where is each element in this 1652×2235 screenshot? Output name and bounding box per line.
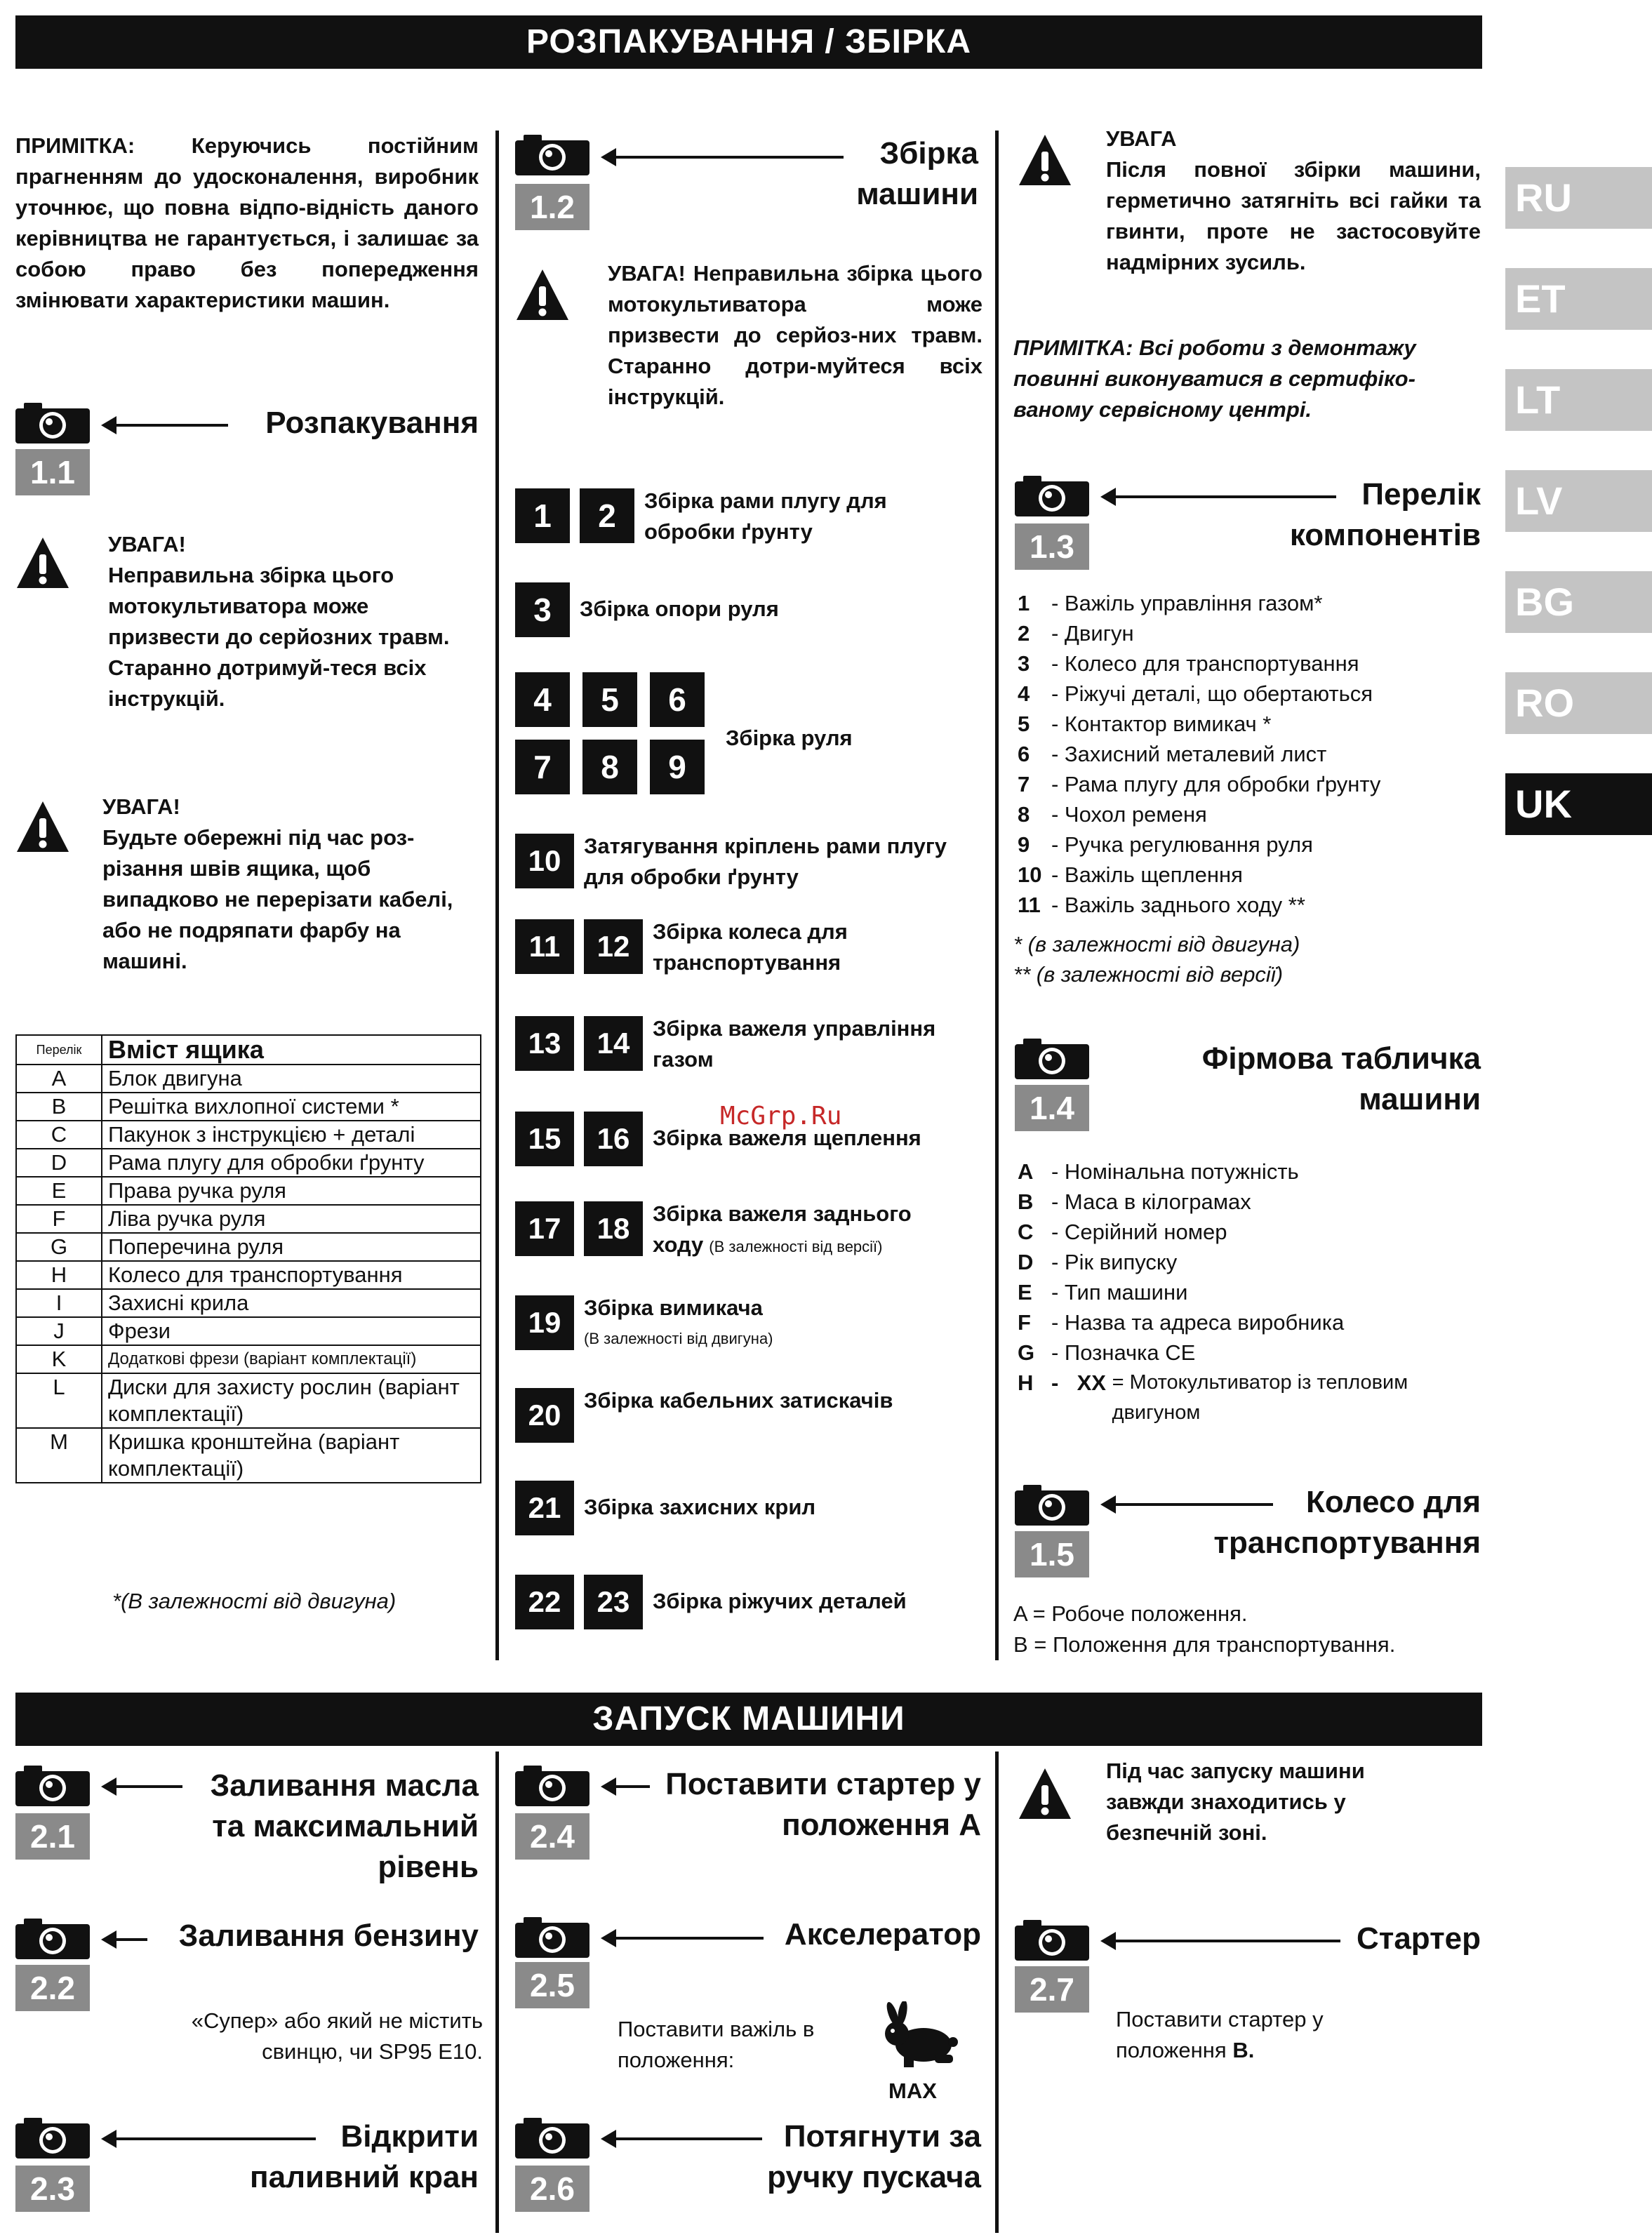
component-item (1018, 648, 1380, 679)
figure-badge-1-1: 1.1 (15, 449, 90, 495)
plate-item-text: - Маса в кілограмах (1051, 1189, 1251, 1214)
camera-icon (515, 1916, 589, 1958)
table-cell-value: Поперечина руля (102, 1233, 481, 1261)
plate-item (1018, 1217, 1344, 1247)
improvement-note: ПРИМІТКА: Керуючись постійним прагненням до удосконалення, виробник уточнює, що повна відпо-відність даного керівництва не гарантується, і залишає за собою право без попередження змінювати характеристики машин. (15, 133, 479, 312)
figure-badge-2-7: 2.7 (1015, 1966, 1089, 2013)
table-cell-value: Додаткові фрези (варіант комплектації) (102, 1345, 481, 1373)
plate-key: H (1018, 1370, 1034, 1395)
step-number: 15 (515, 1112, 574, 1166)
step-number: 13 (515, 1016, 574, 1071)
column-divider (995, 131, 999, 1660)
plate-item-key: E (1018, 1280, 1032, 1305)
table-cell-key: B (16, 1093, 102, 1121)
step-number: 3 (515, 582, 570, 637)
plate-item (1018, 1337, 1344, 1368)
step-number: 2 (580, 488, 634, 543)
figure-badge-2-4: 2.4 (515, 1813, 589, 1860)
step-label-text: Збірка важеля управління газом (653, 1016, 936, 1072)
starter-note (1116, 2004, 1411, 2066)
component-item (1018, 799, 1380, 829)
step-label-text: Збірка руля (726, 726, 853, 750)
warning-icon (1018, 1767, 1072, 1822)
table-header-cell: Перелік (16, 1035, 102, 1065)
table-cell-key: J (16, 1317, 102, 1345)
table-header-row (16, 1035, 481, 1065)
component-item-text: - Захисний металевий лист (1051, 742, 1327, 766)
table-cell-key: L (16, 1373, 102, 1428)
column-divider (495, 131, 499, 1660)
wheel-positions (1013, 1599, 1395, 1660)
component-item-key: 11 (1018, 893, 1041, 917)
table-row (16, 1289, 481, 1317)
table-row (16, 1317, 481, 1345)
warning-2 (102, 792, 481, 977)
table-cell-value: Блок двигуна (102, 1065, 481, 1093)
step-label (653, 1013, 982, 1075)
step-label-text: Збірка вимикача (584, 1295, 763, 1320)
table-cell-key: F (16, 1205, 102, 1233)
warning-icon (15, 536, 70, 591)
section-title-1-1: Розпакування (265, 406, 479, 440)
starter-note-text: Поставити стартер у положення (1116, 2007, 1324, 2062)
section-title-1-3: Перелік компонентів (1289, 477, 1481, 552)
component-item (1018, 679, 1380, 709)
warning-text: Неправильна збірка цього мотокультиватора може призвести до серйозних травм. Старанно дотримуй-теся всіх інструкцій. (108, 563, 450, 711)
camera-icon (515, 133, 589, 175)
component-item-text: - Двигун (1051, 621, 1134, 646)
arrow-icon (612, 1785, 650, 1788)
step-label (653, 916, 982, 978)
warning-tighten (1106, 124, 1481, 278)
section-title-2-7: Стартер (1357, 1921, 1481, 1956)
component-item-key: 2 (1018, 621, 1030, 646)
accelerator-note: Поставити важіль в положення: (618, 2017, 815, 2072)
warning-text: Після повної збірки машини, герметично затягніть всі гайки та гвинти, проте не застосовуйте надмірних зусиль. (1106, 157, 1481, 274)
step-number: 18 (584, 1201, 643, 1256)
step-label (584, 1293, 982, 1354)
language-tab-ro[interactable]: RO (1505, 672, 1652, 734)
section-title-2-4: Поставити стартер у положення А (665, 1767, 981, 1842)
step-number: 8 (582, 740, 637, 794)
arrow-icon (112, 1938, 147, 1941)
step-label (644, 486, 982, 547)
step-number: 12 (584, 919, 643, 974)
step-label-text: Збірка кабельних затискачів (584, 1388, 893, 1413)
table-cell-value: Фрези (102, 1317, 481, 1345)
step-label-text: Збірка колеса для транспортування (653, 919, 848, 975)
table-cell-key: M (16, 1428, 102, 1483)
table-cell-value: Рама плугу для обробки ґрунту (102, 1149, 481, 1177)
step-label-text: Збірка важеля щеплення (653, 1126, 921, 1150)
table-row (16, 1205, 481, 1233)
figure-badge-2-3: 2.3 (15, 2166, 90, 2212)
step-label (653, 1199, 982, 1262)
table-cell-key: K (16, 1345, 102, 1373)
plate-item (1018, 1187, 1344, 1217)
table-row (16, 1428, 481, 1483)
components-list (1018, 588, 1380, 920)
camera-icon (1015, 474, 1089, 516)
warning-safe-zone: Під час запуску машини завжди знаходитись у безпечній зоні. (1106, 1759, 1365, 1845)
table-cell-value: Решітка вихлопної системи * (102, 1093, 481, 1121)
plate-item-text: - Номінальна потужність (1051, 1159, 1299, 1184)
table-cell-key: E (16, 1177, 102, 1205)
component-item-text: - Контактор вимикач * (1051, 712, 1272, 736)
component-item-key: 10 (1018, 862, 1042, 887)
table-row (16, 1093, 481, 1121)
rabbit-icon (877, 2001, 961, 2071)
table-cell-key: I (16, 1289, 102, 1317)
plate-item-key: G (1018, 1340, 1035, 1365)
plate-h-text: = Мотокультиватор із тепловим двигуном (1112, 1371, 1408, 1424)
step-label (726, 723, 982, 754)
step-number: 1 (515, 488, 570, 543)
plate-item-key: C (1018, 1220, 1034, 1244)
table-row (16, 1373, 481, 1428)
step-label-text: Збірка ріжучих деталей (653, 1589, 907, 1613)
component-item-key: 1 (1018, 591, 1030, 615)
components-note: * (в залежності від двигуна) (1013, 932, 1300, 956)
component-item-key: 4 (1018, 681, 1030, 706)
component-item-text: - Рама плугу для обробки ґрунту (1051, 772, 1381, 796)
language-tab-ru[interactable]: RU (1505, 167, 1652, 229)
table-cell-key: G (16, 1233, 102, 1261)
table-cell-value: Ліва ручка руля (102, 1205, 481, 1233)
figure-badge-1-2: 1.2 (515, 184, 589, 230)
table-footnote: *(В залежності від двигуна) (112, 1589, 397, 1613)
warning-title: УВАГА (1106, 126, 1177, 151)
warning-text: Будьте обережні під час роз-різання швів ящика, щоб випадково не перерізати кабелі, або не подряпати фарбу на машині. (102, 825, 453, 973)
figure-badge-2-1: 2.1 (15, 1813, 90, 1860)
step-number: 14 (584, 1016, 643, 1071)
table-cell-value: Захисні крила (102, 1289, 481, 1317)
box-contents-table (15, 1034, 481, 1483)
step-note: (В залежності від версії) (709, 1238, 883, 1255)
component-item-key: 7 (1018, 772, 1030, 796)
step-number: 20 (515, 1388, 574, 1443)
components-notes (1013, 929, 1300, 989)
language-tab-uk[interactable]: UK (1505, 773, 1652, 835)
warning-title: УВАГА! (102, 794, 180, 819)
step-label-text: Затягування кріплень рами плугу для обробки ґрунту (584, 834, 947, 889)
step-number: 22 (515, 1575, 574, 1629)
language-tab-bg[interactable]: BG (1505, 571, 1652, 633)
camera-icon (1015, 1483, 1089, 1526)
component-item-key: 3 (1018, 651, 1030, 676)
plate-dash: - (1051, 1370, 1059, 1395)
warning-title: УВАГА! (108, 532, 186, 556)
step-number: 5 (582, 672, 637, 727)
step-number: 23 (584, 1575, 643, 1629)
arrow-icon (1112, 1940, 1340, 1942)
plate-item (1018, 1156, 1344, 1187)
warning-icon (515, 268, 570, 323)
step-number: 21 (515, 1481, 574, 1535)
table-header-cell: Вміст ящика (102, 1035, 481, 1065)
step-number: 19 (515, 1295, 574, 1350)
warning-assembly: УВАГА! Неправильна збірка цього мотокультиватора може призвести до серйоз-них травм. Старанно дотри-муйтеся всіх інструкцій. (608, 261, 982, 409)
step-label-text: Збірка рами плугу для обробки ґрунту (644, 488, 887, 544)
warning-1 (108, 529, 473, 714)
arrow-icon (112, 1785, 182, 1788)
arrow-icon (112, 424, 228, 427)
language-tab-lt[interactable]: LT (1505, 369, 1652, 431)
plate-item-text: - Рік випуску (1051, 1250, 1178, 1274)
table-cell-key: D (16, 1149, 102, 1177)
table-row (16, 1345, 481, 1373)
section-banner-unpacking: РОЗПАКУВАННЯ / ЗБІРКА (15, 15, 1482, 69)
warning-icon (1018, 133, 1072, 188)
figure-badge-2-6: 2.6 (515, 2166, 589, 2212)
step-number: 6 (650, 672, 705, 727)
step-number: 11 (515, 919, 574, 974)
plate-item-key: D (1018, 1250, 1034, 1274)
position-a: A = Робоче положення. (1013, 1601, 1248, 1626)
components-note: ** (в залежності від версії) (1013, 962, 1284, 987)
figure-badge-2-5: 2.5 (515, 1962, 589, 2008)
max-label: MAX (888, 2079, 937, 2103)
column-divider (495, 1752, 499, 2233)
section-title-2-5: Акселератор (784, 1917, 981, 1952)
section-title-2-6: Потягнути за ручку пускача (767, 2119, 981, 2194)
plate-xx: XX (1077, 1370, 1106, 1395)
language-tab-lv[interactable]: LV (1505, 470, 1652, 532)
step-label (584, 831, 982, 893)
plate-item-key: B (1018, 1189, 1034, 1214)
step-label-text: Збірка захисних крил (584, 1495, 816, 1519)
arrow-icon (612, 1937, 764, 1940)
warning-icon (15, 800, 70, 855)
column-divider (995, 1752, 999, 2233)
step-number: 17 (515, 1201, 574, 1256)
table-cell-value: Кришка кронштейна (варіант комплектації) (102, 1428, 481, 1483)
section-title-2-1: Заливання масла та максимальний рівень (210, 1768, 479, 1884)
language-tab-et[interactable]: ET (1505, 268, 1652, 330)
step-label-text: Збірка важеля заднього ходу (653, 1201, 912, 1257)
component-item (1018, 739, 1380, 769)
table-cell-value: Пакунок з інструкцією + деталі (102, 1121, 481, 1149)
plate-item (1018, 1277, 1344, 1307)
figure-badge-1-4: 1.4 (1015, 1085, 1089, 1131)
component-item-key: 6 (1018, 742, 1030, 766)
component-item-text: - Важіль управління газом* (1051, 591, 1323, 615)
camera-icon (515, 1764, 589, 1806)
table-row (16, 1233, 481, 1261)
plate-item (1018, 1307, 1344, 1337)
plate-item (1018, 1247, 1344, 1277)
starter-position: B. (1232, 2038, 1255, 2062)
step-label (580, 594, 982, 625)
component-item (1018, 709, 1380, 739)
watermark: McGrp.Ru (720, 1102, 842, 1130)
component-item-text: - Ручка регулювання руля (1051, 832, 1313, 857)
component-item (1018, 829, 1380, 860)
plate-item-text: - Тип машини (1051, 1280, 1188, 1305)
table-cell-key: C (16, 1121, 102, 1149)
component-item-key: 9 (1018, 832, 1030, 857)
plate-item-text: - Серійний номер (1051, 1220, 1227, 1244)
plate-item-text: - Позначка CE (1051, 1340, 1196, 1365)
camera-icon (1015, 1037, 1089, 1079)
section-title-2-3: Відкрити паливний кран (250, 2119, 479, 2194)
figure-badge-1-5: 1.5 (1015, 1531, 1089, 1577)
position-b: B = Положення для транспортування. (1013, 1632, 1396, 1657)
section-banner-start: ЗАПУСК МАШИНИ (15, 1693, 1482, 1746)
component-item (1018, 588, 1380, 618)
table-row (16, 1065, 481, 1093)
step-number: 9 (650, 740, 705, 794)
plate-item-text: - Назва та адреса виробника (1051, 1310, 1345, 1335)
step-label (584, 1385, 982, 1416)
component-item-text: - Колесо для транспортування (1051, 651, 1359, 676)
table-row (16, 1261, 481, 1289)
component-item (1018, 769, 1380, 799)
step-label (584, 1492, 982, 1523)
section-title-2-2: Заливання бензину (178, 1919, 479, 1953)
component-item-key: 5 (1018, 712, 1030, 736)
plate-item-key: F (1018, 1310, 1031, 1335)
plate-item-key: A (1018, 1159, 1034, 1184)
table-cell-key: H (16, 1261, 102, 1289)
section-title-1-5: Колесо для транспортування (1213, 1485, 1481, 1560)
step-number: 7 (515, 740, 570, 794)
figure-badge-2-2: 2.2 (15, 1965, 90, 2011)
component-item-text: - Важіль щеплення (1051, 862, 1243, 887)
table-row (16, 1121, 481, 1149)
camera-icon (1015, 1919, 1089, 1961)
fuel-note: «Супер» або який не містить свинцю, чи SP95 E10. (191, 2008, 483, 2064)
component-item-text: - Чохол ременя (1051, 802, 1207, 827)
figure-badge-1-3: 1.3 (1015, 523, 1089, 570)
table-cell-key: A (16, 1065, 102, 1093)
service-note: ПРИМІТКА: Всі роботи з демонтажу повинні виконуватися в сертифіко-ваному сервісному центрі. (1013, 335, 1416, 422)
camera-icon (15, 1764, 90, 1806)
section-title-1-4: Фірмова табличка машини (1201, 1041, 1481, 1116)
table-cell-value: Колесо для транспортування (102, 1261, 481, 1289)
step-label (653, 1586, 982, 1617)
camera-icon (15, 1917, 90, 1959)
camera-icon (15, 401, 90, 443)
section-title-1-2: Збірка машини (856, 136, 978, 211)
component-item (1018, 618, 1380, 648)
component-item (1018, 890, 1380, 920)
step-note: (В залежності від двигуна) (584, 1330, 773, 1347)
component-item-key: 8 (1018, 802, 1030, 827)
table-row (16, 1149, 481, 1177)
step-number: 4 (515, 672, 570, 727)
rating-plate-item (1018, 1368, 1491, 1428)
table-row (16, 1177, 481, 1205)
component-item-text: - Ріжучі деталі, що обертаються (1051, 681, 1373, 706)
camera-icon (515, 2116, 589, 2159)
component-item (1018, 860, 1380, 890)
component-item-text: - Важіль заднього ходу ** (1051, 893, 1305, 917)
table-cell-value: Диски для захисту рослин (варіант комплектації) (102, 1373, 481, 1428)
table-cell-value: Права ручка руля (102, 1177, 481, 1205)
step-label-text: Збірка опори руля (580, 596, 779, 621)
rating-plate-list (1018, 1156, 1344, 1368)
step-number: 16 (584, 1112, 643, 1166)
step-number: 10 (515, 834, 574, 888)
camera-icon (15, 2116, 90, 2159)
